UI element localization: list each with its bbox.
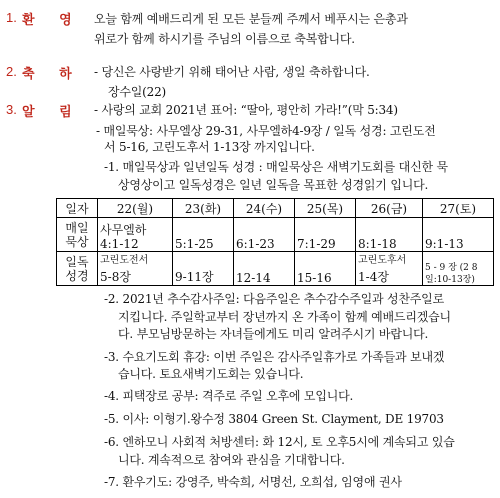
cell-bottom: 5-8장 <box>100 270 131 284</box>
item-1-label: 환 영 <box>22 13 82 28</box>
notice-4-line1: -4. 피택장로 공부: 격주로 주일 오후에 모입니다. <box>104 389 354 403</box>
table-header: 23(화) <box>173 199 234 218</box>
cell-bottom: 5:1-25 <box>175 237 214 251</box>
item-3-label: 알 림 <box>22 105 82 120</box>
table-row <box>57 218 494 252</box>
item-3-number: 3. <box>6 102 17 117</box>
table-header: 24(수) <box>234 199 295 218</box>
table-header: 26(금) <box>356 199 423 218</box>
table-cell <box>295 252 356 286</box>
table-cell <box>356 218 423 252</box>
schedule-table <box>56 198 494 286</box>
table-cell <box>173 252 234 286</box>
notice-6-line1: -6. 엔하모니 사회적 처방센터: 화 12시, 토 오후5시에 계속되고 있습 <box>104 435 455 449</box>
cell-top: 고린도후서 <box>358 255 407 266</box>
cell-bottom: 12-14 <box>236 271 271 285</box>
cell-bottom: 7:1-29 <box>297 237 336 251</box>
cell-bottom: 4:1-12 <box>100 237 139 251</box>
item-2-number: 2. <box>6 64 17 79</box>
item-2-line1: - 당신은 사랑받기 위해 태어난 사람, 생일 축하합니다. <box>94 65 370 79</box>
row-label-line: 매일 <box>65 220 89 235</box>
table-cell <box>423 218 494 252</box>
notice-1-line2: 서 5-16, 고린도후서 1-13장 까지입니다. <box>104 140 315 154</box>
table-cell <box>234 218 295 252</box>
table-cell <box>234 252 295 286</box>
row-label <box>57 218 98 252</box>
item-1-line1: 오늘 함께 예배드리게 된 모든 분들께 주께서 베푸시는 은총과 <box>94 12 408 26</box>
row-label <box>57 252 98 286</box>
item-1-number: 1. <box>6 10 17 25</box>
table-cell <box>295 218 356 252</box>
table-header: 25(목) <box>295 199 356 218</box>
table-cell <box>423 252 494 286</box>
table-header: 27(토) <box>423 199 494 218</box>
birthday-name: 장수일(22) <box>108 85 167 99</box>
notice-2-line3: 다. 부모님방문하는 자녀들에게도 미리 알려주시기 바랍니다. <box>118 327 429 341</box>
cell-bottom: 일:10-13장) <box>425 275 475 285</box>
cell-bottom: 6:1-23 <box>236 237 275 251</box>
cell-top: 사무엘하 <box>100 223 147 237</box>
table-cell <box>356 252 423 286</box>
notice-2-line1: -2. 2021년 추수감사주일: 다음주일은 추수감수주일과 성찬주일로 <box>104 292 444 306</box>
cell-bottom: 9:1-13 <box>425 237 464 251</box>
item-2-label: 축 하 <box>22 67 82 82</box>
table-header-row <box>57 199 494 218</box>
table-header: 22(월) <box>98 199 173 218</box>
notice-5-line1: -5. 이사: 이형기.왕수정 3804 Green St. Clayment, DE 19703 <box>104 412 444 426</box>
notice-1-sub1: -1. 매일묵상과 일년일독 성경 : 매일묵상은 새벽기도회를 대신한 묵 <box>104 160 448 174</box>
table-cell <box>98 218 173 252</box>
table-cell <box>98 252 173 286</box>
table-row <box>57 252 494 286</box>
notice-1-sub2: 상영상이고 일독성경은 일년 일독을 목표한 성경읽기 입니다. <box>118 178 429 192</box>
cell-bottom: 15-16 <box>297 271 332 285</box>
notice-7-line1: -7. 환우기도: 강영주, 박숙희, 서명선, 오희섭, 임영애 권사 <box>104 475 402 489</box>
row-label-line: 일독 <box>65 254 89 269</box>
cell-bottom: 9-11장 <box>175 270 214 284</box>
row-label-line: 성경 <box>65 268 89 283</box>
cell-bottom: 8:1-18 <box>358 237 397 251</box>
cell-top: 5 - 9 장 (2 8 <box>425 263 478 273</box>
row-label-line: 묵상 <box>65 234 89 249</box>
table-header: 일자 <box>57 199 98 218</box>
item-1-line2: 위로가 함께 하시기를 주님의 이름으로 축복합니다. <box>94 32 355 46</box>
notice-3-line2: 습니다. 토요새벽기도회는 있습니다. <box>118 367 304 381</box>
notice-2-line2: 지킵니다. 주일학교부터 장년까지 온 가족이 함께 예배드리겠습니 <box>118 310 451 324</box>
cell-bottom: 1-4장 <box>358 270 389 284</box>
cell-top: 고린도전서 <box>100 255 149 266</box>
notice-3-line1: -3. 수요기도회 휴강: 이번 주일은 감사주일휴가로 가족들과 보내겠 <box>104 350 445 364</box>
church-motto: - 사랑의 교회 2021년 표어: “딸아, 평안히 가라!”(막 5:34) <box>94 103 398 117</box>
table-cell <box>173 218 234 252</box>
notice-6-line2: 니다. 계속적으로 참여와 관심을 기대합니다. <box>118 453 345 467</box>
notice-1-line1: - 매일묵상: 사무엘상 29-31, 사무엘하4-9장 / 일독 성경: 고린도전 <box>96 124 436 138</box>
